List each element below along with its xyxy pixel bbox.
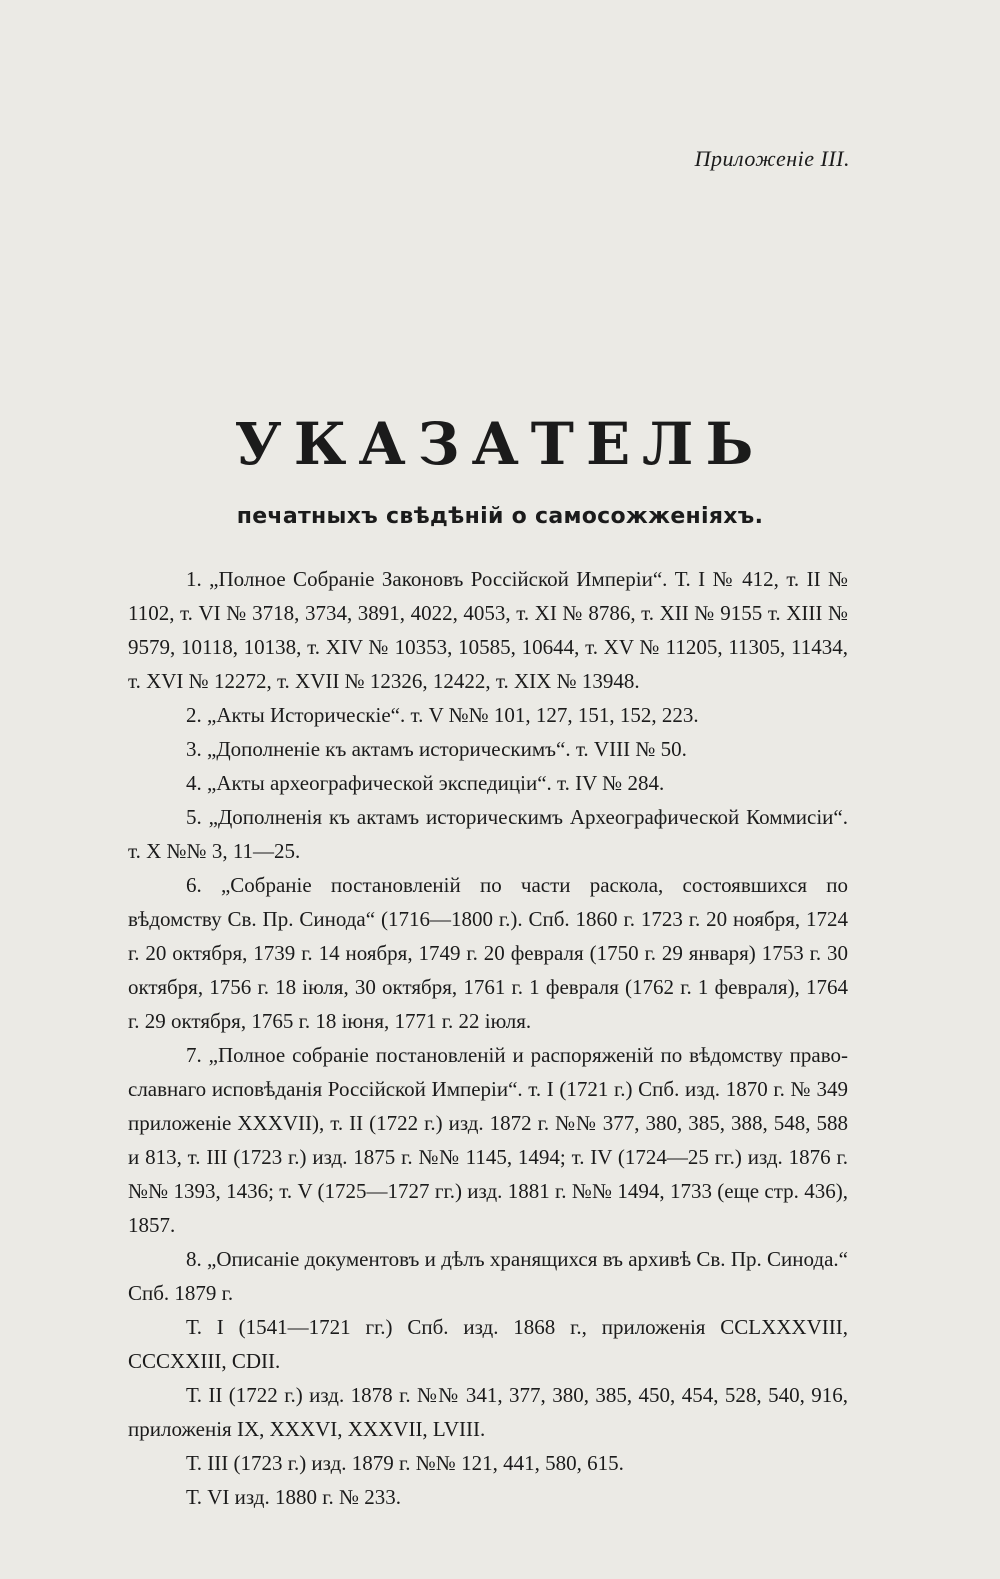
- page-subtitle: печатныхъ свѣдѣній о самосожженіяхъ.: [236, 504, 764, 529]
- index-entry: 8. „Описаніе документовъ и дѣлъ хранящихся въ архивѣ Св. Пр. Синода.“ Спб. 1879 г.: [128, 1247, 848, 1305]
- appendix-label: Приложеніе III.: [694, 146, 850, 171]
- index-entry: 2. „Акты Историческіе“. т. V №№ 101, 127, 151, 152, 223.: [186, 703, 699, 727]
- index-sub-entry: Т. I (1541—1721 гг.) Спб. изд. 1868 г., приложенія CCLXXXVIII, CCCXXIII, CDII.: [128, 1315, 848, 1373]
- index-entry: 5. „Дополненія къ актамъ историческимъ Археографической Коммисіи“. т. X №№ 3, 11—25.: [128, 805, 848, 863]
- index-sub-entry: Т. VI изд. 1880 г. № 233.: [186, 1485, 402, 1509]
- index-entry: 1. „Полное Собраніе Законовъ Россійской Имперіи“. Т. I № 412, т. II № 1102, т. VI № 3718, 3734, 3891, 4022, 4053, т. XI № 8786, т. XII № 9155 т. XIII № 9579, 10118, 10138, т. XIV № 10353, 10585, 10644, т. XV № 11205, 11305, 11434, т. XVI № 12272, т. XVII № 12326, 12422, т. XIX № 13948.: [128, 567, 848, 693]
- index-entry: 6. „Собраніе постановленій по части раскола, состоявшихся по вѣдомству Св. Пр. Синода“ (1716—1800 г.). Спб. 1860 г. 1723 г. 20 ноября, 1724 г. 20 октября, 1739 г. 14 ноября, 1749 г. 20 февраля (1750 г. 29 января) 1753 г. 30 октября, 1756 г. 18 іюля, 30 октября, 1761 г. 1 февраля (1762 г. 1 февраля), 1764 г. 29 октября, 1765 г. 18 іюня, 1771 г. 22 іюля.: [128, 873, 848, 1033]
- page-title: УКАЗАТЕЛЬ: [234, 410, 766, 478]
- index-sub-entry: Т. III (1723 г.) изд. 1879 г. №№ 121, 441, 580, 615.: [186, 1451, 624, 1475]
- index-entry: 3. „Дополненіе къ актамъ историческимъ“. т. VIII № 50.: [186, 737, 687, 761]
- index-entry: 4. „Акты археографической экспедиціи“. т. IV № 284.: [186, 771, 665, 795]
- index-body: [128, 562, 848, 1514]
- index-entry: 7. „Полное собраніе постановленій и распоряженій по вѣдомству право-славнаго исповѣданія Россійской Имперіи“. т. I (1721 г.) Спб. изд. 1870 г. № 349 приложеніе XXXVII), т. II (1722 г.) изд. 1872 г. №№ 377, 380, 385, 388, 548, 588 и 813, т. III (1723 г.) изд. 1875 г. №№ 1145, 1494; т. IV (1724—25 гг.) изд. 1876 г. №№ 1393, 1436; т. V (1725—1727 гг.) изд. 1881 г. №№ 1494, 1733 (еще стр. 436), 1857.: [128, 1043, 848, 1237]
- index-sub-entry: Т. II (1722 г.) изд. 1878 г. №№ 341, 377, 380, 385, 450, 454, 528, 540, 916, приложенія IX, XXXVI, XXXVII, LVIII.: [128, 1383, 848, 1441]
